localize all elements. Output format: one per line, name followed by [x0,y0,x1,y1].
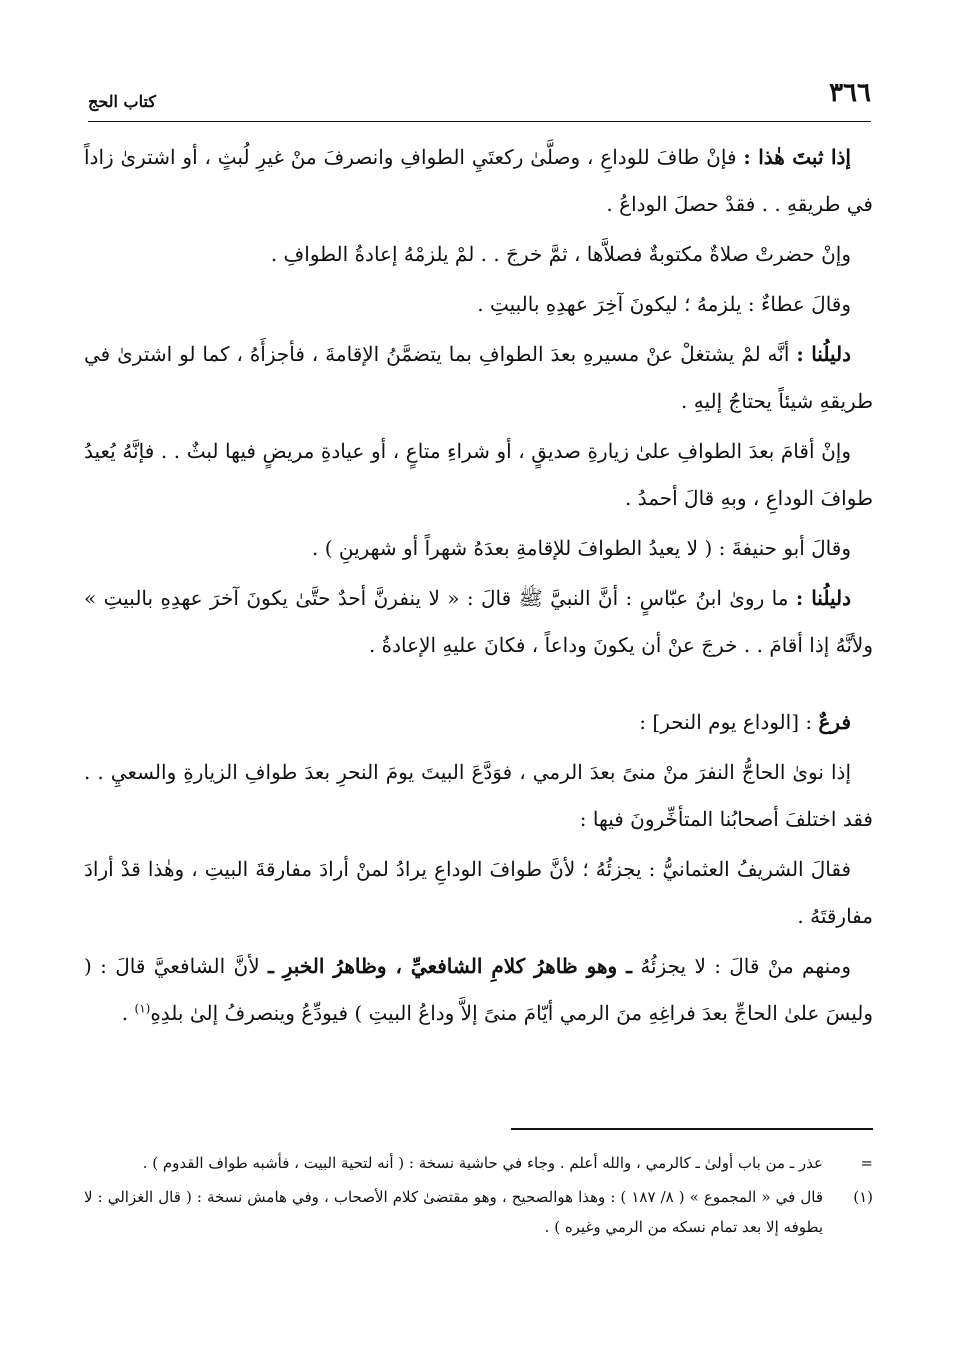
paragraph-text: . [121,1001,135,1025]
footnote-marker: (١) [853,1188,873,1206]
footnote [84,1182,873,1242]
page-header [88,78,871,118]
paragraph: وقالَ أبو حنيفةَ : ( لا يعيدُ الطوافَ للإقامةِ بعدَهُ شهراً أو شهرينِ ) . [311,536,851,560]
paragraph: وإنْ حضرتْ صلاةٌ مكتوبةٌ فصلاَّها ، ثمَّ خرجَ . . لمْ يلزمْهُ إعادةُ الطوافِ . [270,242,851,266]
paragraph [84,134,873,228]
main-text [84,134,873,1040]
paragraph: إذا نوىٰ الحاجُّ النفرَ منْ منىً بعدَ الرمي ، فوَدَّعَ البيتَ يومَ النحرِ بعدَ طوافِ الزيارةِ والسعيِ . . فقد اختلفَ أصحابُنا المتأخِّرونَ فيها : [84,760,873,831]
page-number: ٣٦٦ [829,78,871,108]
footnote-reference: (١) [134,1001,151,1016]
footnote-rule [511,1128,873,1130]
paragraph-lead: دليلُنا : [796,342,851,366]
section-label: فرعٌ [818,710,851,734]
footnote-text: قال في « المجموع » ( ٨/ ١٨٧ ) : وهذا هوالصحيح ، وهو مقتضىٰ كلام الأصحاب ، وفي هامش نسخة : ( قال الغزالي : لا يطوفه إلا بعد تمام نسكه من الرمي وغيره ) . [84,1188,823,1236]
paragraph-lead: إذا ثبتَ هٰذا : [743,145,851,169]
paragraph: وقالَ عطاءٌ : يلزمهُ ؛ ليكونَ آخِرَ عهدِهِ بالبيتِ . [477,292,851,316]
paragraph: وإنْ أقامَ بعدَ الطوافِ علىٰ زيارةِ صديقٍ ، أو شراءِ متاعٍ ، أو عيادةِ مريضٍ فيها لبثٌ . . فإنَّهُ يُعيدُ طوافَ الوداعِ ، وبهِ قالَ أحمدُ . [84,439,873,510]
section-heading [84,699,873,746]
paragraph [84,575,873,669]
paragraph-emphasis: ـ وهو ظاهرُ كلامِ الشافعيِّ ، وظاهرُ الخبرِ ـ [267,954,632,978]
paragraph [84,331,873,425]
section-title: : [الوداع يوم النحر] : [639,710,819,734]
paragraph-text: لأنَّ الشافعيَّ قالَ : ( وليسَ علىٰ الحاجِّ بعدَ فراغِهِ منَ الرمي أيّامَ منىً إلاَّ وداعُ البيتِ ) فيودِّعُ وينصرفُ إلىٰ بلدِهِ [84,954,873,1025]
running-title: كتاب الحج [88,92,156,111]
paragraph: فقالَ الشريفُ العثمانيُّ : يجزئُهُ ؛ لأنَّ طوافَ الوداعِ يرادُ لمنْ أرادَ مفارقةَ البيتِ ، وهٰذا قدْ أرادَ مفارقتَهُ . [84,857,873,928]
footnote-marker: = [860,1154,873,1172]
footnote-text: عذر ـ من باب أولىٰ ـ كالرمي ، والله أعلم . وجاء في حاشية نسخة : ( أنه لتحية البيت ، فأشبه طواف القدوم ) . [142,1154,823,1172]
paragraph-text: فإنْ طافَ للوداعِ ، وصلَّىٰ ركعتَيِ الطوافِ وانصرفَ منْ غيرِ لُبثٍ ، أو اشترىٰ زاداً في طريقهِ . . فقدْ حصلَ الوداعُ . [84,145,873,216]
footnote [84,1148,873,1178]
paragraph-lead: دليلُنا : [795,586,851,610]
paragraph-text: ما روىٰ ابنُ عبّاسٍ : أنَّ النبيَّ ﷺ قالَ : « لا ينفرنَّ أحدٌ حتَّىٰ يكونَ آخرَ عهدِهِ بالبيتِ » ولأنَّهُ إذا أقامَ . . خرجَ عنْ أن يكونَ وداعاً ، فكانَ عليهِ الإعادةُ . [84,586,873,657]
paragraph [84,943,873,1037]
paragraph-text: أنَّه لمْ يشتغلْ عنْ مسيرهِ بعدَ الطوافِ بما يتضمَّنُ الإقامةَ ، فأجزأَهُ ، كما لو اشترىٰ في طريقهِ شيئاً يحتاجُ إليهِ . [84,342,873,413]
footnotes [84,1148,873,1246]
paragraph-text: ومنهم منْ قالَ : لا يجزئُهُ [631,954,851,978]
header-rule [88,121,871,122]
